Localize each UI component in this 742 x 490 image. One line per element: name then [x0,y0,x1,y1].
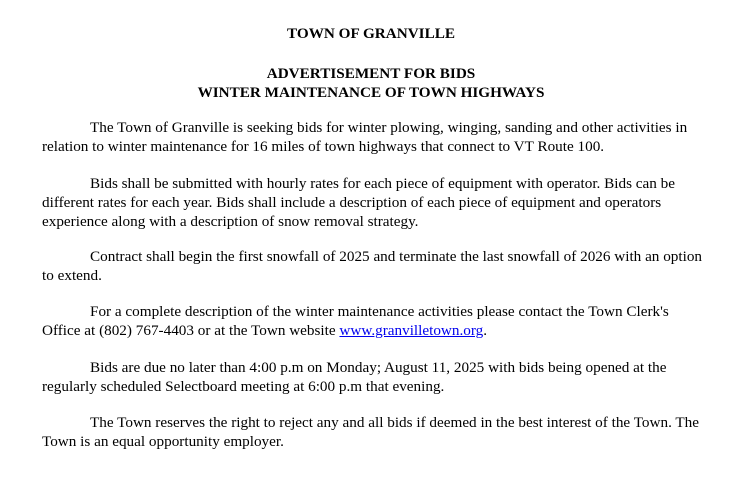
contact-text: For a complete description of the winter maintenance activities please contact the Town Clerk's Office at (802) 767-4403 or at the Town website [42,303,669,339]
town-title: TOWN OF GRANVILLE [287,25,455,42]
advertisement-title-line1: ADVERTISEMENT FOR BIDS [266,65,476,82]
paragraph-reservation-rights: The Town reserves the right to reject any and all bids if deemed in the best interest of the Town. The Town is an equal opportunity employer. [42,414,699,450]
paragraph-due-date: Bids are due no later than 4:00 p.m on Monday; August 11, 2025 with bids being opened at the regularly scheduled Selectboard meeting at 6:00 p.m that evening. [42,359,667,395]
paragraph-bid-requirements: Bids shall be submitted with hourly rates for each piece of equipment with operator. Bids can be different rates for each year. Bids shall include a description of each piece of equipment and operators experience along with a description of snow removal strategy. [42,175,675,230]
paragraph-contact-info [42,302,708,340]
advertisement-title [0,64,742,102]
town-website-link[interactable]: www.granvilletown.org [339,322,484,339]
contact-text-end: . [483,322,488,339]
paragraph-seeking-bids: The Town of Granville is seeking bids for winter plowing, winging, sanding and other activities in relation to winter maintenance for 16 miles of town highways that connect to VT Route 100. [42,119,688,155]
paragraph-contract-term: Contract shall begin the first snowfall of 2025 and terminate the last snowfall of 2026 with an option to extend. [42,248,703,284]
advertisement-title-line2: WINTER MAINTENANCE OF TOWN HIGHWAYS [197,84,545,101]
